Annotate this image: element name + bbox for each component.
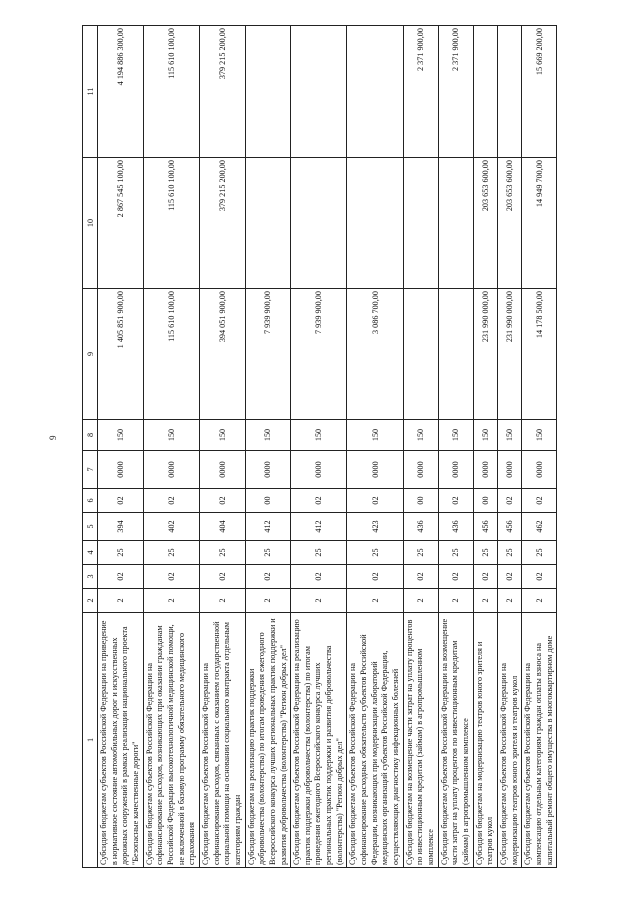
code-cell: 423 xyxy=(347,513,403,541)
code-cell: 25 xyxy=(438,541,473,565)
code-cell: 02 xyxy=(473,565,497,589)
page-number: 9 xyxy=(48,435,58,440)
code-cell: 02 xyxy=(291,489,347,513)
code-cell: 0000 xyxy=(245,451,291,489)
code-cell: 150 xyxy=(347,420,403,451)
amount-cell xyxy=(403,158,438,289)
code-cell: 02 xyxy=(98,565,144,589)
row-description: Субсидии бюджетам субъектов Российской Федерации на возмещение части затрат на уплату процентов по инвестиционным кредитам (займам) в агропромышленном комплексе xyxy=(438,613,473,868)
code-cell: 2 xyxy=(98,589,144,613)
table-row xyxy=(291,26,347,868)
code-cell: 150 xyxy=(403,420,438,451)
code-cell: 02 xyxy=(522,565,557,589)
column-header: 5 xyxy=(83,513,98,541)
amount-cell: 2 371 900,00 xyxy=(438,26,473,158)
amount-cell xyxy=(497,26,521,158)
column-header: 2 xyxy=(83,589,98,613)
table-row xyxy=(497,26,521,868)
column-header: 11 xyxy=(83,26,98,158)
budget-table xyxy=(82,25,557,868)
code-cell: 0000 xyxy=(347,451,403,489)
table-row xyxy=(245,26,291,868)
code-cell: 404 xyxy=(199,513,245,541)
code-cell: 150 xyxy=(473,420,497,451)
column-header: 7 xyxy=(83,451,98,489)
code-cell: 25 xyxy=(522,541,557,565)
code-cell: 150 xyxy=(98,420,144,451)
table-row xyxy=(403,26,438,868)
column-header: 3 xyxy=(83,565,98,589)
amount-cell: 379 215 200,00 xyxy=(199,158,245,289)
column-header: 6 xyxy=(83,489,98,513)
code-cell: 0000 xyxy=(199,451,245,489)
row-description: Субсидии бюджетам субъектов Российской Федерации на компенсацию отдельным категориям граждан оплаты взноса на капитальный ремонт общего имущества в многоквартирном доме xyxy=(522,613,557,868)
amount-cell xyxy=(245,158,291,289)
code-cell: 02 xyxy=(438,565,473,589)
amount-cell xyxy=(245,26,291,158)
column-header: 8 xyxy=(83,420,98,451)
amount-cell xyxy=(403,289,438,420)
amount-cell: 14 949 700,00 xyxy=(522,158,557,289)
code-cell: 0000 xyxy=(98,451,144,489)
amount-cell: 115 610 100,00 xyxy=(143,26,199,158)
code-cell: 02 xyxy=(199,489,245,513)
amount-cell xyxy=(438,158,473,289)
amount-cell: 379 215 200,00 xyxy=(199,26,245,158)
code-cell: 402 xyxy=(143,513,199,541)
code-cell: 00 xyxy=(245,489,291,513)
code-cell: 02 xyxy=(291,565,347,589)
amount-cell xyxy=(347,158,403,289)
code-cell: 02 xyxy=(245,565,291,589)
code-cell: 02 xyxy=(497,565,521,589)
code-cell: 25 xyxy=(403,541,438,565)
amount-cell: 231 990 000,00 xyxy=(497,289,521,420)
code-cell: 0000 xyxy=(438,451,473,489)
amount-cell: 15 669 200,00 xyxy=(522,26,557,158)
amount-cell xyxy=(347,26,403,158)
amount-cell: 394 051 900,00 xyxy=(199,289,245,420)
code-cell: 436 xyxy=(438,513,473,541)
code-cell: 412 xyxy=(291,513,347,541)
code-cell: 462 xyxy=(522,513,557,541)
amount-cell: 2 867 545 100,00 xyxy=(98,158,144,289)
code-cell: 150 xyxy=(291,420,347,451)
code-cell: 2 xyxy=(347,589,403,613)
code-cell: 2 xyxy=(245,589,291,613)
amount-cell: 4 194 886 300,00 xyxy=(98,26,144,158)
code-cell: 25 xyxy=(347,541,403,565)
code-cell: 25 xyxy=(98,541,144,565)
code-cell: 456 xyxy=(497,513,521,541)
code-cell: 25 xyxy=(497,541,521,565)
code-cell: 150 xyxy=(497,420,521,451)
code-cell: 2 xyxy=(438,589,473,613)
amount-cell: 7 939 900,00 xyxy=(245,289,291,420)
amount-cell: 7 939 900,00 xyxy=(291,289,347,420)
code-cell: 150 xyxy=(522,420,557,451)
code-cell: 02 xyxy=(347,565,403,589)
code-cell: 02 xyxy=(98,489,144,513)
table-row xyxy=(98,26,144,868)
amount-cell: 14 178 500,00 xyxy=(522,289,557,420)
code-cell: 0000 xyxy=(473,451,497,489)
table-row xyxy=(438,26,473,868)
code-cell: 394 xyxy=(98,513,144,541)
code-cell: 0000 xyxy=(497,451,521,489)
row-description: Субсидии бюджетам субъектов Российской Федерации на софинансирование расходов, возникающих при оказании гражданам Российской Федерации высокотехнологичной медицинской помощи, не включенной в базовую программу обязательного медицинского страхования xyxy=(143,613,199,868)
row-description: Субсидии бюджетам субъектов Российской Федерации на софинансирование расходов, связанных с оказанием государственной социальной помощи на основании социального контракта отдельным категориям граждан xyxy=(199,613,245,868)
code-cell: 2 xyxy=(473,589,497,613)
code-cell: 25 xyxy=(291,541,347,565)
code-cell: 02 xyxy=(199,565,245,589)
code-cell: 00 xyxy=(473,489,497,513)
row-description: Субсидии бюджетам субъектов Российской Федерации на модернизацию театров юного зрителя и театров кукол xyxy=(497,613,521,868)
table-row xyxy=(347,26,403,868)
column-header: 1 xyxy=(83,613,98,868)
code-cell: 02 xyxy=(522,489,557,513)
budget-sheet xyxy=(82,26,624,868)
amount-cell: 231 990 000,00 xyxy=(473,289,497,420)
header-row xyxy=(83,26,98,868)
amount-cell: 1 405 851 900,00 xyxy=(98,289,144,420)
code-cell: 2 xyxy=(143,589,199,613)
code-cell: 00 xyxy=(403,489,438,513)
table-row xyxy=(143,26,199,868)
code-cell: 150 xyxy=(245,420,291,451)
code-cell: 2 xyxy=(497,589,521,613)
code-cell: 02 xyxy=(143,565,199,589)
column-header: 9 xyxy=(83,289,98,420)
code-cell: 25 xyxy=(199,541,245,565)
amount-cell: 115 610 100,00 xyxy=(143,289,199,420)
code-cell: 150 xyxy=(438,420,473,451)
code-cell: 456 xyxy=(473,513,497,541)
code-cell: 02 xyxy=(497,489,521,513)
code-cell: 2 xyxy=(403,589,438,613)
code-cell: 02 xyxy=(347,489,403,513)
row-description: Субсидии бюджетам субъектов Российской Федерации на приведение в нормативное состояние автомобильных дорог и искусственных дорожных сооружений в рамках реализации национального проекта "Безопасные качественные дороги" xyxy=(98,613,144,868)
code-cell: 150 xyxy=(199,420,245,451)
code-cell: 412 xyxy=(245,513,291,541)
amount-cell xyxy=(438,289,473,420)
code-cell: 02 xyxy=(143,489,199,513)
amount-cell: 3 086 700,00 xyxy=(347,289,403,420)
table-row xyxy=(473,26,497,868)
column-header: 10 xyxy=(83,158,98,289)
code-cell: 436 xyxy=(403,513,438,541)
code-cell: 25 xyxy=(245,541,291,565)
code-cell: 0000 xyxy=(403,451,438,489)
table-row xyxy=(199,26,245,868)
row-description: Субсидии бюджетам на реализацию практик поддержки добровольчества (волонтерства) по итогам проведения ежегодного Всероссийского конкурса лучших региональных практик поддержки и развития добровольчества (волонтерства) "Регион добрых дел" xyxy=(245,613,291,868)
code-cell: 0000 xyxy=(291,451,347,489)
column-header: 4 xyxy=(83,541,98,565)
code-cell: 0000 xyxy=(143,451,199,489)
code-cell: 25 xyxy=(473,541,497,565)
row-description: Субсидии бюджетам субъектов Российской Федерации на реализацию практик поддержки добровольчества (волонтерства) по итогам проведения ежегодного Всероссийского конкурса лучших региональных практик поддержки и развития добровольчества (волонтерства) "Регион добрых дел" xyxy=(291,613,347,868)
code-cell: 02 xyxy=(403,565,438,589)
row-description: Субсидии бюджетам на модернизацию театров юного зрителя и театров кукол xyxy=(473,613,497,868)
amount-cell xyxy=(291,26,347,158)
amount-cell: 203 653 600,00 xyxy=(497,158,521,289)
code-cell: 150 xyxy=(143,420,199,451)
amount-cell xyxy=(473,26,497,158)
amount-cell xyxy=(291,158,347,289)
code-cell: 2 xyxy=(199,589,245,613)
row-description: Субсидии бюджетам на возмещение части затрат на уплату процентов по инвестиционным кредитам (займам) в агропромышленном комплексе xyxy=(403,613,438,868)
code-cell: 02 xyxy=(438,489,473,513)
code-cell: 0000 xyxy=(522,451,557,489)
code-cell: 25 xyxy=(143,541,199,565)
code-cell: 2 xyxy=(291,589,347,613)
amount-cell: 203 653 600,00 xyxy=(473,158,497,289)
table-row xyxy=(522,26,557,868)
code-cell: 2 xyxy=(522,589,557,613)
amount-cell: 115 610 100,00 xyxy=(143,158,199,289)
amount-cell: 2 371 900,00 xyxy=(403,26,438,158)
row-description: Субсидии бюджетам субъектов Российской Федерации на софинансирование расходных обязательств субъектов Российской Федерации, возникающих при модернизации лабораторий медицинских организаций субъектов Российской Федерации, осуществляющих диагностику инфекционных болезней xyxy=(347,613,403,868)
